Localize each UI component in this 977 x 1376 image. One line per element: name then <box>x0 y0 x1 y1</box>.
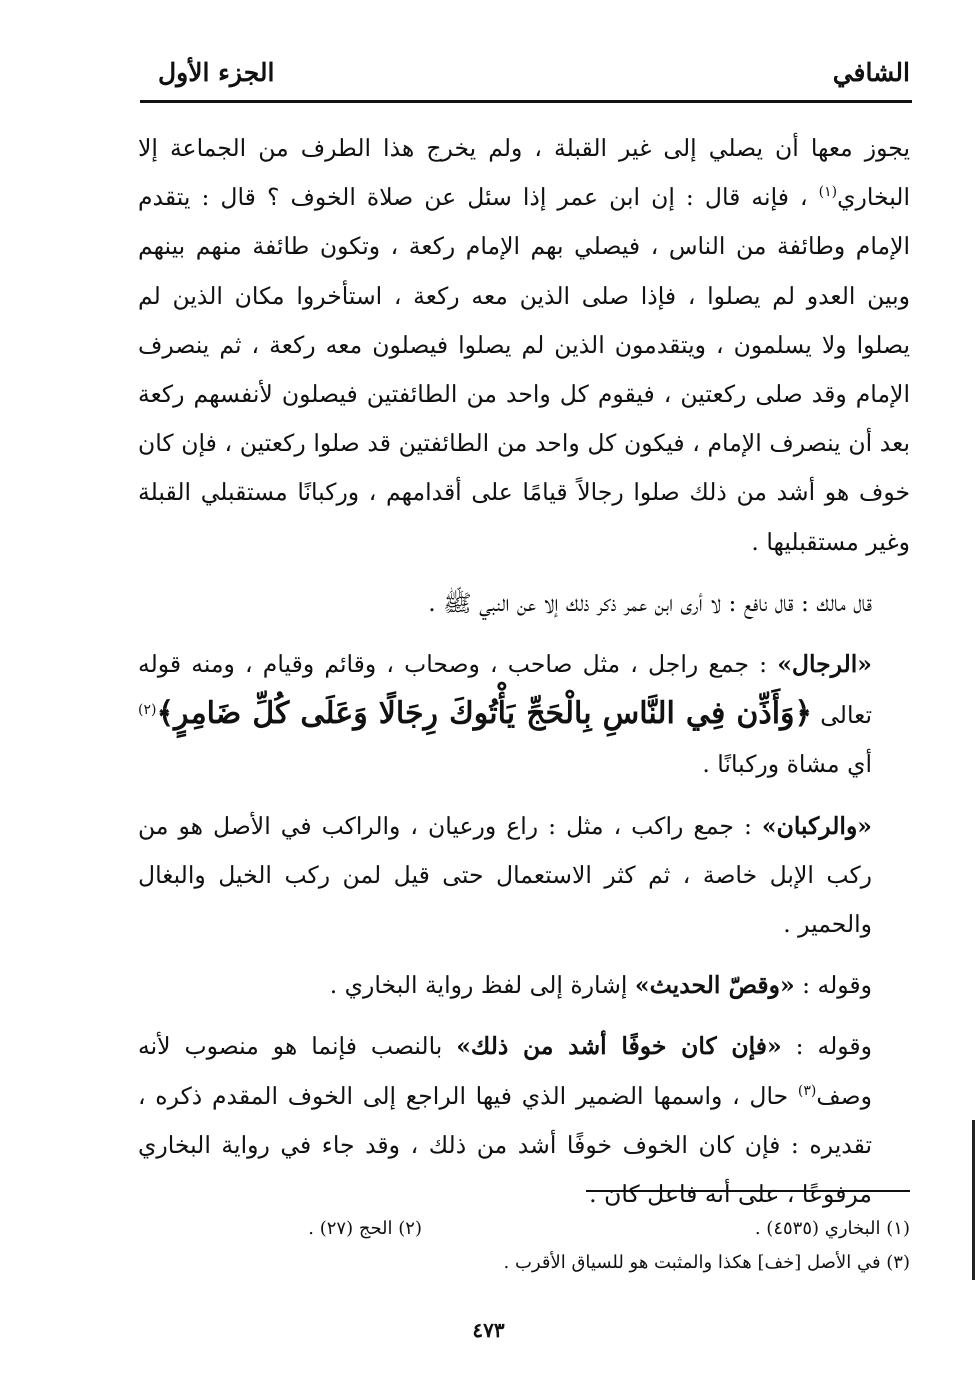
paragraph-text: يجوز معها أن يصلي إلى غير القبلة ، ولم يخرج هذا الطرف من الجماعة إلا البخاري <box>138 134 910 212</box>
term-rijal: «الرجال» <box>777 650 872 679</box>
footnote-1: (١) البخاري (٤٥٣٥) . <box>754 1218 910 1239</box>
book-title: الشافي <box>832 58 910 87</box>
paragraph-text: حال ، واسمها الضمير الذي فيها الراجع إلى الخوف المقدم ذكره ، تقديره : فإن كان الخوف خوفًا أشد من ذلك ، وقد جاء في رواية البخاري مرفوعًا ، على أنه فاعل كان . <box>138 1081 872 1209</box>
footnote-row <box>140 1246 910 1280</box>
header-rule <box>140 100 912 103</box>
part-title: الجزء الأول <box>158 58 275 87</box>
paragraph-text: وقوله : <box>794 971 872 1000</box>
paragraph-text: وقوله : <box>781 1032 873 1061</box>
paragraph-text: : جمع راكب ، مثل : راع ورعيان ، والراكب في الأصل هو من ركب الإبل خاصة ، ثم كثر الاستعمال حتى قيل لمن ركب الخيل والبغال والحمير . <box>138 811 872 939</box>
paragraph-text: ، فإنه قال : إن ابن عمر إذا سئل عن صلاة الخوف ؟ قال : يتقدم الإمام وطائفة من الناس ، فيصلي بهم الإمام ركعة ، وتكون طائفة منهم بينهم وبين العدو لم يصلوا ، فإذا صلى الذين معه ركعة ، استأخروا مكان الذين لم يصلوا ولا يسلمون ، ويتقدمون الذين لم يصلوا فيصلون معه ركعة ، ثم ينصرف الإمام وقد صلى ركعتين ، فيقوم كل واحد من الطائفتين فيصلون لأنفسهم ركعة بعد أن ينصرف الإمام ، فيكون كل واحد من الطائفتين قد صلوا ركعتين ، فإن كان خوف هو أشد من ذلك صلوا رجالاً قيامًا على أقدامهم ، وركبانًا مستقبلي القبلة وغير مستقبليها . <box>138 183 910 556</box>
paragraph-hadith <box>138 124 910 567</box>
paragraph-text: إشارة إلى لفظ رواية البخاري . <box>329 971 635 1000</box>
paragraph-qass <box>138 961 910 1010</box>
term-khawf: «فإن كان خوفًا أشد من ذلك» <box>456 1032 782 1061</box>
paragraph-text: بالنصب فإنما هو منصوب لأنه وصف <box>138 1032 872 1110</box>
page-number: ٤٧٣ <box>472 1318 505 1342</box>
footnote-rule <box>586 1190 910 1192</box>
paragraph-text: : جمع راجل ، مثل صاحب ، وصحاب ، وقائم وقيام ، ومنه قوله تعالى <box>138 650 872 730</box>
term-rukban: «والركبان» <box>761 811 872 840</box>
running-header <box>140 52 910 96</box>
footnote-ref-2: (٢) <box>138 702 157 719</box>
footnote-ref-3: (٣) <box>797 1082 817 1099</box>
paragraph-rijal <box>138 640 910 790</box>
footnote-row <box>140 1212 910 1246</box>
quran-verse: ﴿وَأَذِّن فِي النَّاسِ بِالْحَجِّ يَأْتُوكَ رِجَالًا وَعَلَى كُلِّ ضَامِرٍ﴾ <box>156 696 813 732</box>
main-text <box>138 124 910 1219</box>
footnote-ref-1: (١) <box>818 184 838 201</box>
paragraph-text: أي مشاة وركبانًا . <box>702 750 872 779</box>
edge-mark <box>972 1120 975 1280</box>
paragraph-rukban <box>138 802 910 950</box>
paragraph-malik: قال مالك : قال نافع : لا أرى ابن عمر ذكر ذلك إلا عن النبي ﷺ . <box>428 588 872 617</box>
term-qass: «وقصّ الحديث» <box>634 971 795 1000</box>
footnotes <box>140 1212 910 1280</box>
footnote-3: (٣) في الأصل [خف] هكذا والمثبت هو للسياق الأقرب . <box>503 1252 910 1273</box>
footnote-2: (٢) الحج (٢٧) . <box>308 1218 422 1239</box>
